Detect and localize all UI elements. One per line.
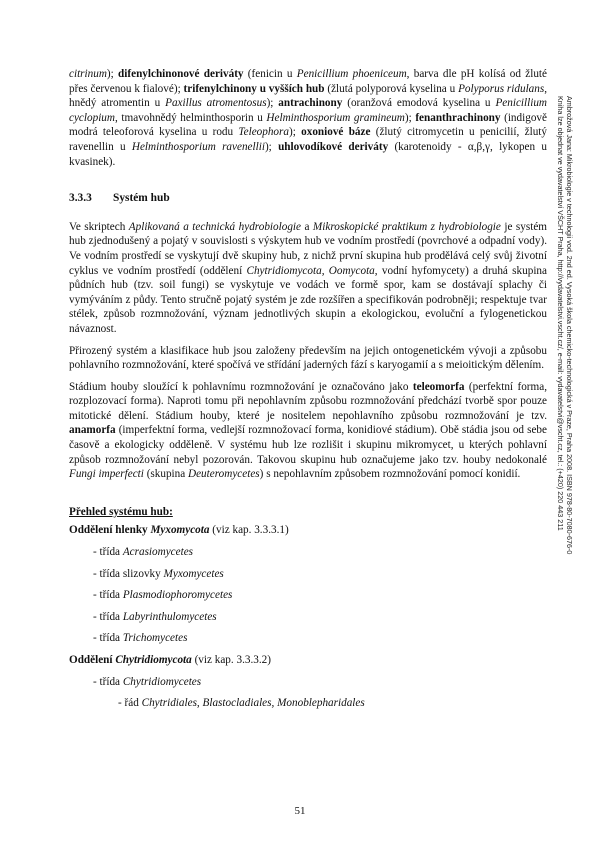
term-bold: oxoniové báze	[301, 126, 371, 139]
term-bold: uhlovodíkové deriváty	[278, 140, 389, 153]
spacer	[69, 373, 547, 380]
class-prefix: - třída	[93, 589, 123, 602]
term-bold: teleomorfa	[412, 380, 465, 393]
species-name: Teleophora	[238, 126, 289, 139]
text-run: (žlutý citromycetin u penicilií, žlutý ravenellin u	[69, 126, 547, 153]
text-run: citrinum	[69, 68, 107, 80]
class-item	[93, 567, 547, 582]
class-name: Acrasiomycetes	[122, 546, 194, 559]
classification-paragraph: Přirozený systém a klasifikace hub jsou založeny především na jejich ontogenetickém vývoji a způsobu pohlavního rozmnožování, které spočívá ve střídání jaderných fází s karyogamií a s meioitickým dělením.	[69, 344, 547, 372]
class-name: Plasmodiophoromycetes	[122, 589, 233, 602]
text-run: );	[266, 97, 279, 110]
class-prefix: - třída	[93, 546, 123, 559]
section-number: 3.3.3	[69, 192, 92, 205]
text-run: , vodní hyfomycety) a druhá skupina půdních hub (tzv. soil fungi) se vyskytuje ve vodách ve formě spor, kam se dostávají splachy či vymýváním z půdy. Tento stručně pojatý systém je zde rozšířen a specifikován podrobněji; respektuje tvar stélek, způsob rozmnožování, význam jednotlivých skupin a ekologickou, evoluční a fylogenetickou návaznost.	[69, 264, 547, 335]
class-item	[93, 675, 547, 690]
order-prefix: - řád	[118, 697, 142, 710]
species-name: Helminthosporium gramineum	[266, 111, 405, 124]
species-name: Penicillium cyclopium	[69, 97, 548, 124]
text-run: je systém hub zjednodušený a pojatý v souvislosti s výskytem hub ve vodním prostředí (povrchové a odpadní vody). Ve vodním prostředí se vyskytují dvě skupiny hub, z nichž první skupina hub prodělává celý svůj životní cyklus ve vodním prostředí (oddělení	[69, 220, 547, 277]
text-run: , hnědý atromentin u	[69, 82, 548, 110]
text-run: (fenicin u	[243, 68, 297, 80]
taxon-name: Deuteromycetes	[188, 468, 260, 481]
division-label: Oddělení hlenky	[69, 524, 151, 537]
text-run: a	[300, 220, 313, 233]
text-run: Stádium houby sloužící k pohlavnímu rozmnožování je označováno jako	[69, 380, 413, 393]
term-bold: difenylchinonové deriváty	[118, 68, 244, 80]
division-name: Chytridiomycota	[115, 654, 192, 666]
order-info-line: Kniha lze objednat ve vydavatelství VŠCHT Praha, http://vydavatelstvi.vscht.cz/, e-mail: vydavatelstvi@vscht.cz, tel.: (+420) 220 443 211	[556, 96, 565, 531]
page-number: 51	[294, 805, 306, 817]
class-prefix: - třída slizovky	[93, 567, 164, 580]
spacer	[69, 337, 547, 344]
text-run: (indigově modrá teleoforová kyselina u rodu	[69, 111, 547, 139]
text-run: , tmavohnědý helminthosporin u	[114, 111, 267, 124]
text-run: (karotenoidy - α,β,γ, lykopen u kvasinek).	[69, 140, 547, 168]
term-bold: fenanthrachinony	[415, 111, 501, 124]
order-item	[118, 696, 547, 711]
text-run: (žlutá polyporová kyselina u	[324, 82, 459, 95]
species-name: Penicillium phoeniceum	[296, 68, 407, 80]
text-run: (perfektní forma, rozplozovací forma). Naproti tomu při nepohlavním způsobu rozmnožování předchází tvorbě spor pouze mitotické dělení. Stádium houby, které je nositelem nepohlavního způsobu rozmnožování je tzv.	[69, 380, 547, 422]
class-item	[93, 631, 547, 646]
class-name: Labyrinthulomycetes	[122, 610, 217, 623]
taxon-name: Fungi imperfecti	[69, 468, 144, 481]
taxon-name: Chytridiomycota, Oomycota	[246, 264, 375, 277]
class-item	[93, 588, 547, 603]
overview-title: Přehled systému hub:	[69, 505, 173, 518]
class-name: Chytridiomycetes	[122, 675, 202, 688]
class-prefix: - třída	[93, 610, 123, 623]
class-name: Myxomycetes	[163, 567, 224, 580]
text-run: Ve skriptech	[69, 220, 129, 233]
division-chytridiomycota	[69, 653, 547, 668]
intro-paragraph	[69, 220, 547, 337]
class-item	[93, 545, 547, 560]
book-title: Aplikovaná a technická hydrobiologie	[128, 220, 301, 233]
section-heading	[69, 191, 547, 206]
division-myxomycota	[69, 523, 547, 538]
species-name: Polyporus ridulans	[458, 82, 545, 95]
class-name: Trichomycetes	[122, 632, 188, 645]
term-bold: trifenylchinony u vyšších hub	[183, 82, 325, 95]
term-bold: anamorfa	[69, 424, 116, 437]
chapter-reference: (viz kap. 3.3.3.2)	[191, 654, 271, 666]
side-publication-note	[556, 96, 574, 554]
division-label: Oddělení	[69, 654, 116, 666]
class-prefix: - třída	[93, 632, 123, 645]
book-title: Mikroskopické praktikum z hydrobiologie	[312, 220, 501, 233]
class-list	[69, 545, 547, 646]
class-list	[69, 675, 547, 711]
text-run: (imperfektní forma, vedlejší rozmnožovací forma, konidiové stádium). Obě stádia jsou od sebe časově a ekologicky odděleně. V systému hub lze rozlišit i skupinu mikromycet, u kterých pohlavní způsob rozmnožování nebyl pozorován. Takovou skupinu hub označujeme jako tzv. houby nedokonalé	[69, 424, 547, 466]
text-run: (oranžová emodová kyselina u	[342, 97, 496, 110]
page-content	[69, 67, 547, 711]
text-run: );	[404, 111, 416, 124]
text-run: );	[106, 68, 119, 80]
class-prefix: - třída	[93, 675, 123, 688]
text-run: );	[264, 140, 279, 153]
species-name: Paxillus atromentosus	[165, 97, 267, 110]
division-name: Myxomycota	[150, 524, 210, 537]
citation-line: Ambrožová Jana: Mikrobiologie v technologii vod. 2nd ed. Vysoká škola chemicko-technologická v Praze, Praha 2008. ISBN 978-80-7080-676-0	[565, 96, 574, 555]
species-name: Helminthosporium ravenellii	[131, 140, 265, 153]
text-run: (skupina	[143, 468, 189, 481]
class-item	[93, 610, 547, 625]
text-run: ) s nepohlavním způsobem rozmnožování pomocí konidií.	[259, 468, 521, 481]
section-title: Systém hub	[113, 192, 170, 205]
chapter-reference: (viz kap. 3.3.3.1)	[209, 524, 289, 537]
order-names: Chytridiales, Blastocladiales, Monoblepharidales	[141, 697, 365, 710]
pigments-paragraph	[69, 67, 547, 169]
text-run: );	[288, 126, 302, 139]
text-run: , barva dle pH kolísá od žluté přes červenou k fialové);	[69, 68, 547, 95]
teleomorph-paragraph	[69, 380, 547, 482]
term-bold: antrachinony	[278, 97, 343, 110]
